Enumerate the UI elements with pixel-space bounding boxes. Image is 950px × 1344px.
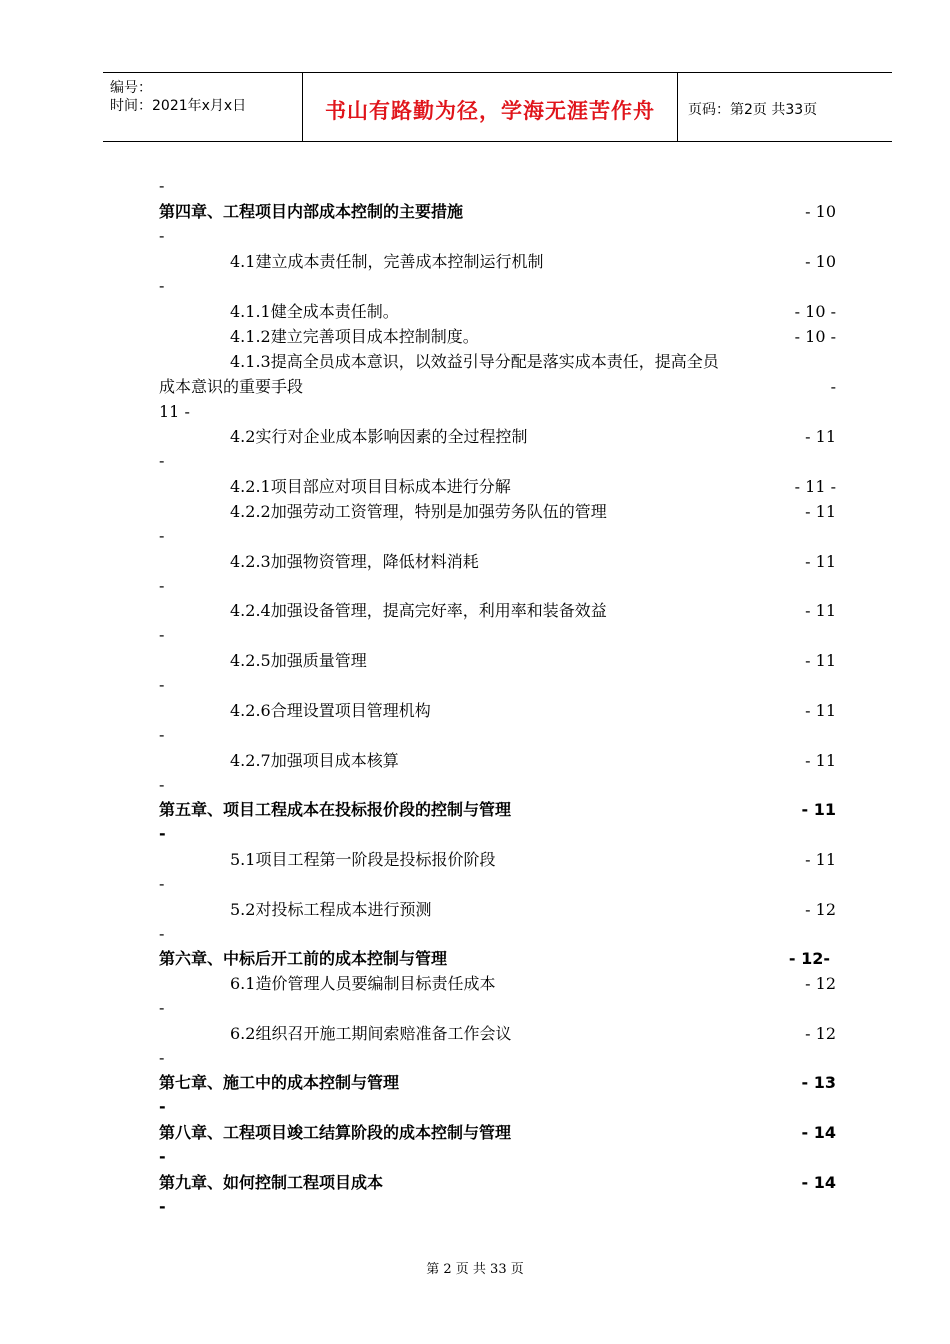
toc-page-number: - 11	[805, 701, 836, 720]
toc-chapter-title: 第六章、中标后开工前的成本控制与管理	[159, 949, 448, 968]
toc-dash: -	[159, 775, 165, 794]
toc-subsection-title: 4.1.2建立完善项目成本控制制度。	[230, 327, 479, 346]
document-number-label: 编号：	[110, 80, 152, 96]
page-footer	[0, 1258, 950, 1277]
toc-subsection-title: 4.1.1健全成本责任制。	[230, 302, 399, 321]
toc-dash: -	[159, 526, 165, 545]
toc-dash: -	[159, 1048, 165, 1067]
toc-subsection-title: 4.2.5加强质量管理	[230, 651, 367, 670]
toc-subsection-title: 4.2.3加强物资管理，降低材料消耗	[230, 552, 479, 571]
toc-page-number: -	[830, 377, 836, 396]
toc-section-title: 6.2组织召开施工期间索赔准备工作会议	[230, 1024, 512, 1043]
toc-page-number: - 11 -	[794, 477, 836, 496]
toc-page-number: - 12	[805, 1024, 836, 1043]
toc-dash: -	[159, 451, 165, 470]
toc-subsection-title: 4.2.1项目部应对项目目标成本进行分解	[230, 477, 511, 496]
toc-subsection-title: 4.2.2加强劳动工资管理，特别是加强劳务队伍的管理	[230, 502, 607, 521]
toc-page-number-continued: 11 -	[159, 402, 190, 421]
toc-subsection-title: 4.2.7加强项目成本核算	[230, 751, 399, 770]
toc-section-title: 4.2实行对企业成本影响因素的全过程控制	[230, 427, 528, 446]
footer-page-number: 第 2 页 共 33 页	[426, 1262, 524, 1277]
toc-page-number: - 11	[805, 601, 836, 620]
toc-chapter-title: 第五章、项目工程成本在投标报价段的控制与管理	[159, 800, 512, 819]
toc-page-number: - 11	[805, 552, 836, 571]
toc-dash: -	[159, 924, 165, 943]
toc-page-number: - 11	[805, 751, 836, 770]
toc-dash: -	[159, 625, 165, 644]
toc-page-number: - 11	[801, 800, 836, 819]
toc-chapter-title: 第八章、工程项目竣工结算阶段的成本控制与管理	[159, 1123, 512, 1142]
toc-page-number: - 11	[805, 427, 836, 446]
header-motto: 书山有路勤为径，学海无涯苦作舟	[325, 99, 655, 123]
toc-page-number: - 11	[805, 850, 836, 869]
toc-page-number: - 10	[805, 202, 836, 221]
toc-page-number: - 10	[805, 252, 836, 271]
toc-chapter-title: 第七章、施工中的成本控制与管理	[159, 1073, 400, 1092]
toc-page-number: - 10 -	[794, 302, 836, 321]
header-page-label: 页码：第2页 共33页	[688, 102, 818, 118]
toc-dash: -	[159, 874, 165, 893]
toc-section-title: 5.1项目工程第一阶段是投标报价阶段	[230, 850, 496, 869]
toc-dash: -	[159, 1097, 166, 1116]
toc-subsection-title-continued: 成本意识的重要手段	[159, 377, 304, 396]
toc-leading-dash: -	[159, 176, 165, 195]
toc-section-title: 5.2对投标工程成本进行预测	[230, 900, 432, 919]
toc-page-number: - 12	[805, 900, 836, 919]
toc-page-number: - 11	[805, 502, 836, 521]
toc-subsection-title: 4.1.3提高全员成本意识，以效益引导分配是落实成本责任，提高全员	[230, 352, 719, 371]
toc-page-number: - 12-	[788, 949, 830, 968]
toc-dash: -	[159, 276, 165, 295]
toc-dash: -	[159, 824, 166, 843]
toc-subsection-title: 4.2.4加强设备管理，提高完好率，利用率和装备效益	[230, 601, 607, 620]
toc-section-title: 4.1建立成本责任制，完善成本控制运行机制	[230, 252, 544, 271]
toc-dash: -	[159, 1147, 166, 1166]
toc-chapter-title: 第九章、如何控制工程项目成本	[159, 1173, 384, 1192]
toc-dash: -	[159, 675, 165, 694]
document-date-label: 时间：2021年x月x日	[110, 98, 247, 114]
toc-chapter-title: 第四章、工程项目内部成本控制的主要措施	[159, 202, 464, 221]
toc-page-number: - 13	[801, 1073, 836, 1092]
toc-dash: -	[159, 226, 165, 245]
toc-dash: -	[159, 998, 165, 1017]
toc-dash: -	[159, 576, 165, 595]
toc-subsection-title: 4.2.6合理设置项目管理机构	[230, 701, 431, 720]
toc-dash: -	[159, 725, 165, 744]
toc-page-number: - 11	[805, 651, 836, 670]
toc-page-number: - 12	[805, 974, 836, 993]
toc-page-number: - 10 -	[794, 327, 836, 346]
toc-section-title: 6.1造价管理人员要编制目标责任成本	[230, 974, 496, 993]
toc-page-number: - 14	[801, 1173, 836, 1192]
toc-dash: -	[159, 1197, 166, 1216]
toc-page-number: - 14	[801, 1123, 836, 1142]
